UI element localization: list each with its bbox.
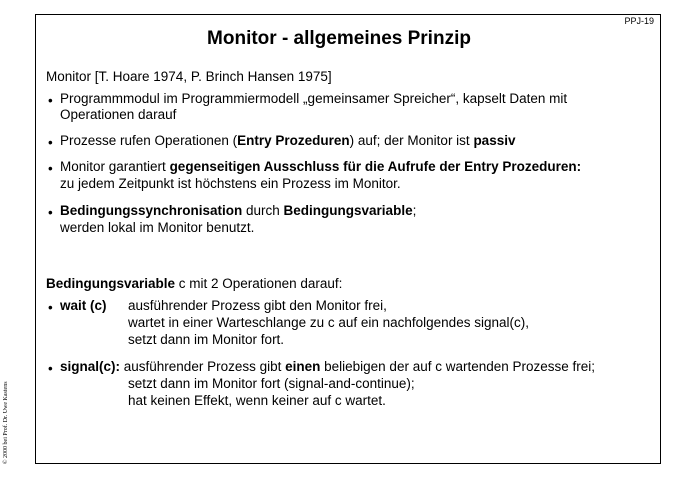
bullet-4-line-2: werden lokal im Monitor benutzt. [60,220,255,235]
bullet-marker: • [48,93,53,108]
bullet-1-line-2: Operationen darauf [60,107,177,122]
signal-line-2: setzt dann im Monitor fort (signal-and-continue); [128,376,415,391]
bullet-marker: • [48,161,53,176]
wait-line-1: ausführender Prozess gibt den Monitor frei, [128,298,387,313]
signal-line-1: signal(c): ausführender Prozess gibt einen beliebigen der auf c wartenden Prozesse frei; [60,359,596,374]
signal-line-3: hat keinen Effekt, wenn keiner auf c wartet. [128,393,386,408]
wait-line-3: setzt dann im Monitor fort. [128,332,285,347]
intro-text: Monitor [T. Hoare 1974, P. Brinch Hansen 1975] [46,69,332,84]
bullet-marker: • [48,205,53,220]
bullet-marker: • [48,361,53,376]
bullet-3-line-2: zu jedem Zeitpunkt ist höchstens ein Prozess im Monitor. [60,176,401,191]
wait-line-2: wartet in einer Warteschlange zu c auf ein nachfolgendes signal(c), [128,315,529,330]
bullet-4-line-1: Bedingungssynchronisation durch Bedingungsvariable; [60,203,417,218]
bullet-1-line-1: Programmmodul im Programmiermodell „gemeinsamer Spreicher“, kapselt Daten mit [60,91,568,106]
bullet-3-line-1: Monitor garantiert gegenseitigen Ausschluss für die Aufrufe der Entry Prozeduren: [60,159,582,174]
condition-variable-heading: Bedingungsvariable c mit 2 Operationen darauf: [46,276,343,291]
slide-title: Monitor - allgemeines Prinzip [207,28,471,49]
bullet-marker: • [48,135,53,150]
bullet-2-line-1: Prozesse rufen Operationen (Entry Prozeduren) auf; der Monitor ist passiv [60,133,516,148]
bullet-marker: • [48,300,53,315]
wait-label: wait (c) [60,298,107,313]
copyright-notice: © 2000 bei Prof. Dr. Uwe Kastens [3,381,9,464]
slide-id: PPJ-19 [624,16,654,26]
